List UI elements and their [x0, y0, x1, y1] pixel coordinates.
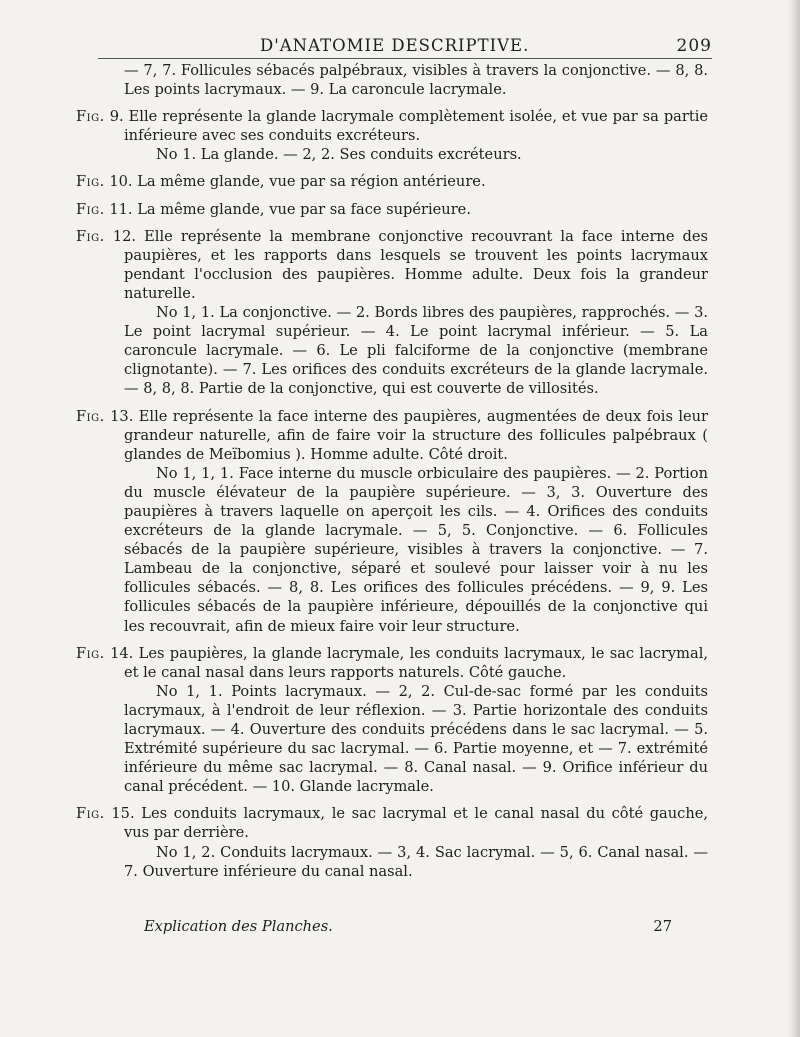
- page-number: 209: [676, 36, 712, 56]
- figure-text: Les conduits lacrymaux, le sac lacrymal et le canal nasal du côté gauche, vus par derrière.: [124, 805, 709, 842]
- figure-number: 11.: [109, 200, 133, 218]
- figure-number: 14.: [110, 644, 134, 662]
- figure-label: Fig.: [76, 407, 105, 425]
- figure-label: Fig.: [76, 227, 105, 245]
- figure-9: [76, 107, 708, 164]
- figure-label: Fig.: [76, 173, 105, 191]
- figure-label: Fig.: [76, 200, 105, 218]
- page-footer: [144, 918, 672, 935]
- figure-caption: [76, 172, 708, 191]
- figure-label: Fig.: [76, 805, 105, 823]
- figure-text: Les paupières, la glande lacrymale, les conduits lacrymaux, le sac lacrymal, et le canal nasal dans leurs rapports naturels. Côté gauche.: [124, 644, 709, 681]
- figure-text: Elle représente la glande lacrymale complètement isolée, et vue par sa partie inférieure avec ses conduits excréteurs.: [124, 108, 709, 145]
- signature-mark: 27: [653, 918, 672, 935]
- figure-14: [76, 644, 708, 797]
- figure-12: [76, 227, 708, 399]
- figure-legend: — 7, 7. Follicules sébacés palpébraux, visibles à travers la conjonctive. — 8, 8. Les points lacrymaux. — 9. La caroncule lacrymale.: [124, 62, 708, 99]
- page-body: [76, 61, 708, 889]
- page-edge-shadow: [786, 0, 800, 1037]
- figure-caption: [76, 644, 708, 682]
- footer-title: Explication des Planches.: [144, 918, 333, 935]
- figure-legend: No 1, 2. Conduits lacrymaux. — 3, 4. Sac lacrymal. — 5, 6. Canal nasal. — 7. Ouverture inférieure du canal nasal.: [124, 843, 708, 880]
- figure-caption: [76, 200, 708, 219]
- figure-text: Elle représente la membrane conjonctive recouvrant la face interne des paupières, et les rapports dans lesquels se trouvent les points lacrymaux pendant l'occlusion des paupières. Homme adulte. Deux fois la grandeur naturelle.: [124, 227, 709, 302]
- figure-legend: No 1, 1, 1. Face interne du muscle orbiculaire des paupières. — 2. Portion du muscle élévateur de la paupière supérieure. — 3, 3. Ouverture des paupières à travers laquelle on aperçoit les cils. — 4. Orifices des conduits excréteurs de la glande lacrymale. — 5, 5. Conjonctive. — 6. Follicules sébacés de la paupière supérieure, visibles à travers la conjonctive. — 7. Lambeau de la conjonctive, séparé et soulevé pour laisser voir à nu les follicules sébacés. — 8, 8. Les orifices des follicules précédens. — 9, 9. Les follicules sébacés de la paupière inférieure, dépouillés de la conjonctive qui les recouvrait, afin de mieux faire voir leur structure.: [124, 464, 708, 635]
- figure-legend: No 1. La glande. — 2, 2. Ses conduits excréteurs.: [156, 146, 522, 164]
- figure-11: [76, 200, 708, 219]
- figure-number: 13.: [110, 407, 134, 425]
- running-title: D'ANATOMIE DESCRIPTIVE.: [260, 36, 530, 55]
- figure-caption: [76, 107, 708, 145]
- figure-10: [76, 172, 708, 191]
- figure-legend: No 1, 1. La conjonctive. — 2. Bords libres des paupières, rapprochés. — 3. Le point lacrymal supérieur. — 4. Le point lacrymal inférieur. — 5. La caroncule lacrymale. — 6. Le pli falciforme de la conjonctive (membrane clignotante). — 7. Les orifices des conduits excréteurs de la glande lacrymale. — 8, 8, 8. Partie de la conjonctive, qui est couverte de villosités.: [124, 304, 708, 398]
- figure-8-continuation: [76, 61, 708, 99]
- figure-caption: [76, 407, 708, 464]
- figure-text: Elle représente la face interne des paupières, augmentées de deux fois leur grandeur naturelle, afin de faire voir la structure des follicules palpébraux ( glandes de Meïbomius ). Homme adulte. Côté droit.: [124, 407, 709, 463]
- figure-label: Fig.: [76, 644, 105, 662]
- figure-15: [76, 804, 708, 880]
- figure-text: La même glande, vue par sa face supérieure.: [137, 200, 471, 218]
- header-rule: [98, 58, 712, 59]
- running-header: [98, 36, 712, 58]
- figure-13: [76, 407, 708, 636]
- figure-caption: [76, 227, 708, 303]
- figure-number: 9.: [109, 108, 124, 126]
- figure-number: 15.: [111, 805, 135, 823]
- figure-text: La même glande, vue par sa région antérieure.: [137, 173, 486, 191]
- figure-label: Fig.: [76, 108, 105, 126]
- figure-number: 12.: [112, 227, 137, 245]
- figure-caption: [76, 804, 708, 842]
- figure-number: 10.: [109, 173, 133, 191]
- figure-legend: No 1, 1. Points lacrymaux. — 2, 2. Cul-de-sac formé par les conduits lacrymaux, à l'endroit de leur réflexion. — 3. Partie horizontale des conduits lacrymaux. — 4. Ouverture des conduits précédens dans le sac lacrymal. — 5. Extrémité supérieure du sac lacrymal. — 6. Partie moyenne, et — 7. extrémité inférieure du même sac lacrymal. — 8. Canal nasal. — 9. Orifice inférieur du canal précédent. — 10. Glande lacrymale.: [124, 682, 708, 796]
